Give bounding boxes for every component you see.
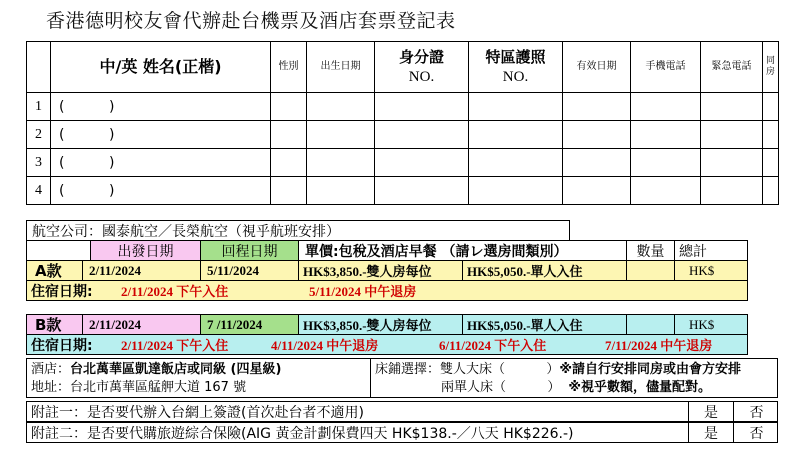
- row-number: 4: [27, 177, 51, 205]
- gender-input[interactable]: [271, 121, 307, 149]
- note-1-yes[interactable]: 是: [689, 402, 734, 421]
- header-mobile-phone: 手機電話: [631, 42, 701, 93]
- package-b-row[interactable]: [26, 314, 748, 335]
- package-a-twin-price[interactable]: HK$3,850.-雙人房每位: [299, 261, 463, 280]
- package-a-stay-label: 住宿日期:: [31, 283, 93, 300]
- emergency-input[interactable]: [701, 149, 763, 177]
- package-a-row[interactable]: [26, 260, 748, 281]
- note-2-no[interactable]: 否: [749, 425, 764, 442]
- header-passport-number: 特區護照 NO.: [469, 42, 563, 93]
- header-room-share: 同 房: [763, 42, 779, 93]
- hotel-label: 酒店：: [31, 362, 71, 377]
- emergency-input[interactable]: [701, 93, 763, 121]
- room-input[interactable]: [763, 177, 779, 205]
- note-row-2: [26, 422, 778, 443]
- package-a-return: 5/11/2024: [201, 261, 299, 280]
- package-b-stay-label: 住宿日期:: [31, 337, 93, 354]
- package-b-single-price[interactable]: HK$5,050.-單人入住: [463, 315, 627, 334]
- package-b-total: HK$: [689, 316, 715, 332]
- registration-table: [26, 41, 779, 205]
- package-a-quantity[interactable]: [627, 261, 675, 280]
- header-number: [27, 42, 51, 93]
- package-a-single-price[interactable]: HK$5,050.-單人入住: [463, 261, 627, 280]
- passport-input[interactable]: [469, 149, 563, 177]
- package-a-label: A款: [27, 261, 83, 280]
- gender-input[interactable]: [271, 149, 307, 177]
- package-a-stay-row: [26, 280, 748, 301]
- row-number: 2: [27, 121, 51, 149]
- id-input[interactable]: [375, 177, 469, 205]
- bed-twin-option[interactable]: 兩單人床（ ）: [441, 380, 561, 395]
- package-b-stay-row: [26, 334, 748, 355]
- expiry-input[interactable]: [563, 177, 631, 205]
- pairing-note: ※視乎數額，儘量配對。: [568, 380, 711, 395]
- name-input[interactable]: ( ): [51, 121, 271, 149]
- header-spacer: [27, 241, 91, 260]
- emergency-input[interactable]: [701, 121, 763, 149]
- header-birthdate: 出生日期: [307, 42, 375, 93]
- expiry-input[interactable]: [563, 93, 631, 121]
- package-a-total: HK$: [689, 262, 715, 278]
- birthdate-input[interactable]: [307, 177, 375, 205]
- note-row-1: [26, 401, 778, 422]
- table-row: [27, 93, 779, 121]
- header-expiry-date: 有效日期: [563, 42, 631, 93]
- room-input[interactable]: [763, 93, 779, 121]
- quantity-header: 數量: [627, 241, 675, 260]
- name-input[interactable]: ( ): [51, 149, 271, 177]
- emergency-input[interactable]: [701, 177, 763, 205]
- room-input[interactable]: [763, 149, 779, 177]
- header-emergency-phone: 緊急電話: [701, 42, 763, 93]
- note-1-no[interactable]: 否: [749, 404, 764, 421]
- package-b-stay-checkout-1: 4/11/2024 中午退房: [271, 338, 379, 353]
- airline-text: 航空公司：國泰航空／長榮航空（視乎航班安排）: [32, 223, 340, 240]
- bed-double-option[interactable]: 床鋪選擇：雙人大床（ ）: [375, 362, 560, 377]
- package-a-depart: 2/11/2024: [83, 261, 201, 280]
- package-b-quantity[interactable]: [627, 315, 675, 334]
- return-date-header: 回程日期: [201, 241, 299, 260]
- birthdate-input[interactable]: [307, 93, 375, 121]
- header-id-number: 身分證 NO.: [375, 42, 469, 93]
- form-title: 香港德明校友會代辦赴台機票及酒店套票登記表: [46, 10, 456, 32]
- package-b-label: B款: [27, 315, 83, 334]
- bed-selection: [371, 359, 778, 397]
- id-input[interactable]: [375, 149, 469, 177]
- table-header-row: [27, 42, 779, 93]
- package-b-stay-checkin-2: 6/11/2024 下午入住: [439, 338, 547, 353]
- passport-input[interactable]: [469, 177, 563, 205]
- hotel-info: [27, 359, 371, 397]
- package-b-stay-checkout-2: 7/11/2024 中午退房: [605, 338, 713, 353]
- gender-input[interactable]: [271, 93, 307, 121]
- dates-header-row: [26, 240, 748, 261]
- expiry-input[interactable]: [563, 149, 631, 177]
- package-b-depart: 2/11/2024: [83, 315, 201, 334]
- birthdate-input[interactable]: [307, 149, 375, 177]
- passport-input[interactable]: [469, 93, 563, 121]
- depart-date-header: 出發日期: [91, 241, 201, 260]
- total-header: 總計: [679, 243, 707, 260]
- mobile-input[interactable]: [631, 177, 701, 205]
- hotel-block: [26, 358, 778, 398]
- note-2-yes[interactable]: 是: [689, 423, 734, 442]
- package-b-twin-price[interactable]: HK$3,850.-雙人房每位: [299, 315, 463, 334]
- airline-row: [26, 220, 570, 241]
- id-input[interactable]: [375, 121, 469, 149]
- row-number: 1: [27, 93, 51, 121]
- table-row: [27, 149, 779, 177]
- room-arrangement-note: ※請自行安排同房或由會方安排: [559, 362, 741, 377]
- name-input[interactable]: ( ): [51, 177, 271, 205]
- package-b-stay-checkin-1: 2/11/2024 下午入住: [121, 338, 229, 353]
- room-input[interactable]: [763, 121, 779, 149]
- row-number: 3: [27, 149, 51, 177]
- price-header: 單價:包稅及酒店早餐 （請レ選房間類別）: [299, 241, 627, 260]
- package-a-stay-checkout: 5/11/2024 中午退房: [309, 284, 417, 299]
- id-input[interactable]: [375, 93, 469, 121]
- table-row: [27, 121, 779, 149]
- header-name: 中/英 姓名(正楷): [51, 42, 271, 93]
- package-a-stay-checkin: 2/11/2024 下午入住: [121, 284, 229, 299]
- passport-input[interactable]: [469, 121, 563, 149]
- header-gender: 性別: [271, 42, 307, 93]
- note-1-text: 附註一：是否要代辦入台網上簽證(首次赴台者不適用): [27, 402, 689, 421]
- note-2-text: 附註二：是否要代購旅遊綜合保險(AIG 黃金計劃保費四天 HK$138.-／八天 HK$226.-): [27, 423, 689, 442]
- hotel-address: 地址：台北市萬華區艋舺大道 167 號: [31, 380, 247, 395]
- package-section: [26, 220, 778, 460]
- mobile-input[interactable]: [631, 93, 701, 121]
- birthdate-input[interactable]: [307, 121, 375, 149]
- package-b-return: 7 /11/2024: [201, 315, 299, 334]
- gender-input[interactable]: [271, 177, 307, 205]
- hotel-name: 台北萬華區凱達飯店或同級 (四星級): [70, 362, 282, 377]
- mobile-input[interactable]: [631, 121, 701, 149]
- name-input[interactable]: ( ): [51, 93, 271, 121]
- table-row: [27, 177, 779, 205]
- mobile-input[interactable]: [631, 149, 701, 177]
- expiry-input[interactable]: [563, 121, 631, 149]
